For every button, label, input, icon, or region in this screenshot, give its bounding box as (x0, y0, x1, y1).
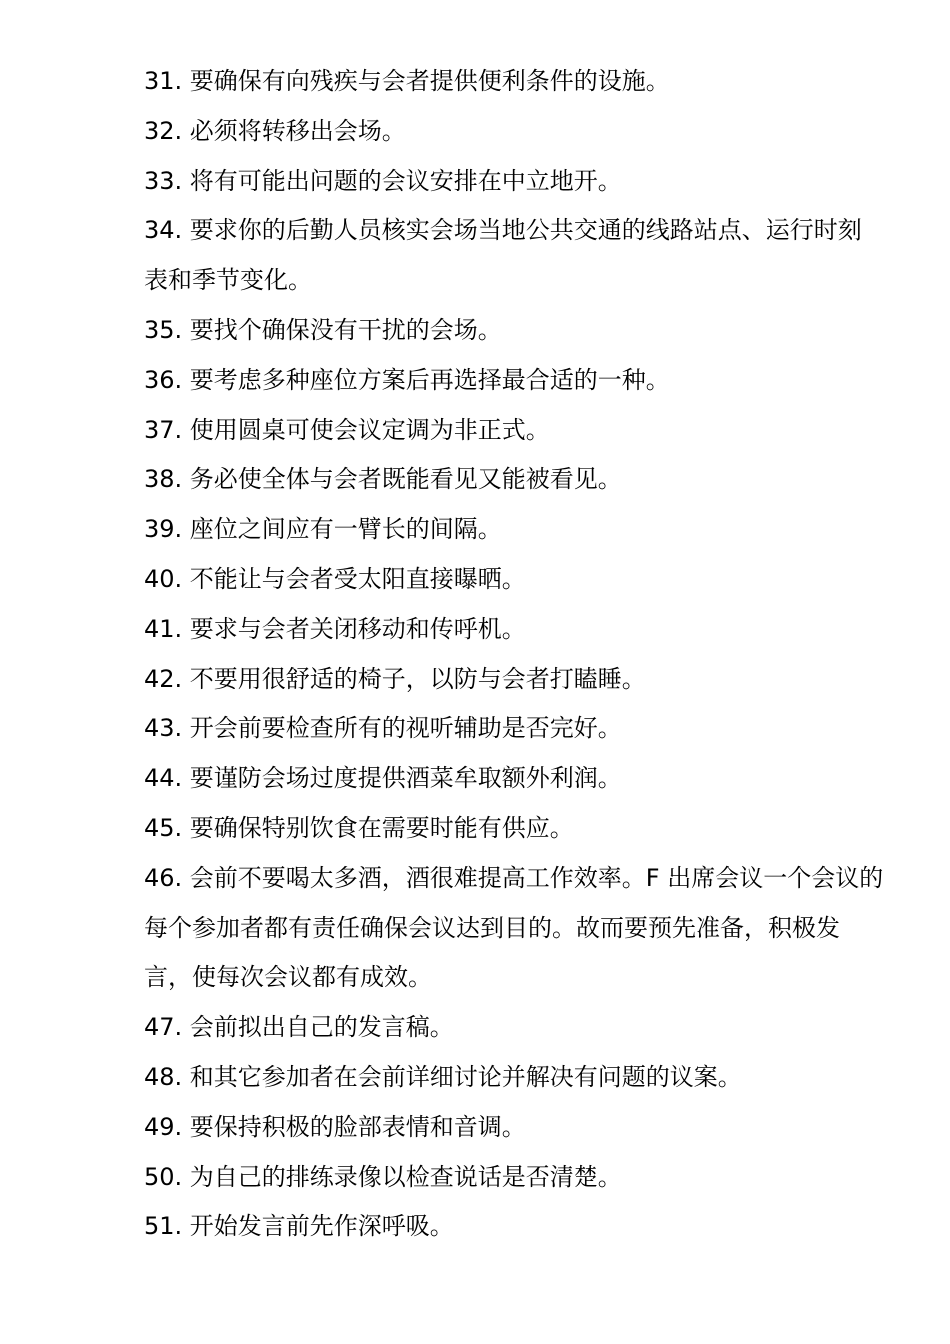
list-item-50: 50. 为自己的排练录像以检查说话是否清楚。 (144, 1162, 622, 1191)
list-item-45: 45. 要确保特别饮食在需要时能有供应。 (144, 813, 574, 842)
list-item-36: 36. 要考虑多种座位方案后再选择最合适的一种。 (144, 365, 670, 394)
list-item-32: 32. 必须将转移出会场。 (144, 116, 406, 145)
list-item-33: 33. 将有可能出问题的会议安排在中立地开。 (144, 166, 622, 195)
list-item-38: 38. 务必使全体与会者既能看见又能被看见。 (144, 465, 622, 494)
list-item-40: 40. 不能让与会者受太阳直接曝晒。 (144, 564, 526, 593)
list-item-39: 39. 座位之间应有一臂长的间隔。 (144, 515, 502, 544)
list-item-42: 42. 不要用很舒适的椅子，以防与会者打瞌睡。 (144, 664, 646, 693)
list-item-35: 35. 要找个确保没有干扰的会场。 (144, 315, 502, 344)
list-item-43: 43. 开会前要检查所有的视听辅助是否完好。 (144, 714, 622, 743)
list-item-41: 41. 要求与会者关闭移动和传呼机。 (144, 614, 526, 643)
list-item-37: 37. 使用圆桌可使会议定调为非正式。 (144, 415, 550, 444)
list-item-51: 51. 开始发言前先作深呼吸。 (144, 1212, 454, 1241)
list-item-46: 46. 会前不要喝太多酒，酒很难提高工作效率。F 出席会议一个会议的每个参加者都有责任确保会议达到目的。故而要预先准备，积极发言，使每次会议都有成效。 (144, 863, 884, 992)
document-body (144, 57, 884, 1252)
list-item-34: 34. 要求你的后勤人员核实会场当地公共交通的线路站点、运行时刻表和季节变化。 (144, 216, 862, 295)
list-item-48: 48. 和其它参加者在会前详细讨论并解决有问题的议案。 (144, 1062, 742, 1091)
list-item-44: 44. 要谨防会场过度提供酒菜牟取额外利润。 (144, 764, 622, 793)
list-item-31: 31. 要确保有向残疾与会者提供便利条件的设施。 (144, 67, 670, 95)
list-item-47: 47. 会前拟出自己的发言稿。 (144, 1013, 454, 1042)
list-item-49: 49. 要保持积极的脸部表情和音调。 (144, 1112, 526, 1141)
